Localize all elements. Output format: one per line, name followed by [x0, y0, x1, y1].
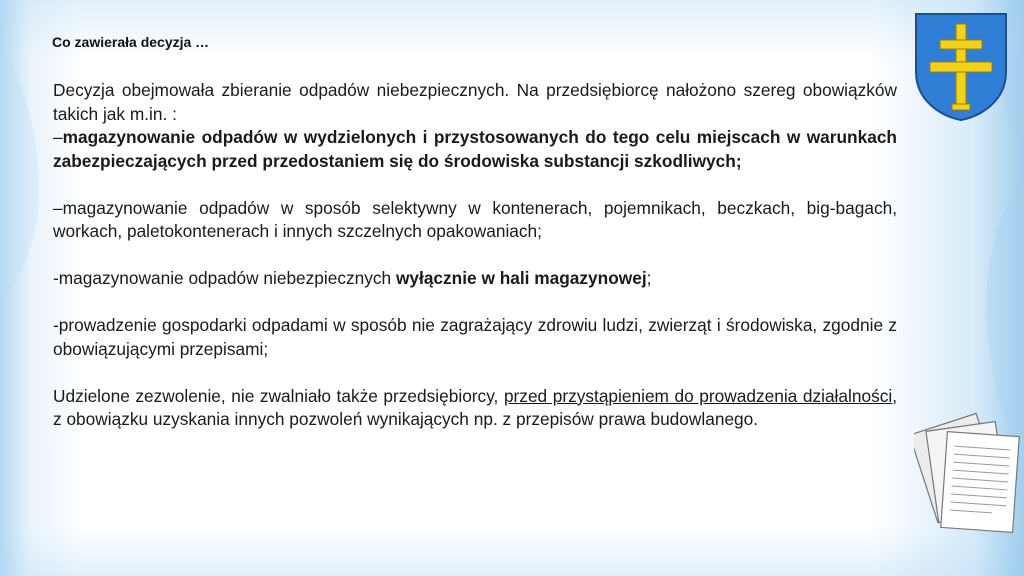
intro-paragraph: Decyzja obejmowała zbieranie odpadów niebezpiecznych. Na przedsiębiorcę nałożono szereg obowiązków takich jak m.in. : [53, 80, 897, 124]
slide-heading: Co zawierała decyzja … [52, 34, 210, 50]
spacer [53, 173, 897, 197]
list-item-hall-storage [53, 267, 897, 291]
documents-stack-icon [914, 400, 1024, 550]
closing-paragraph [53, 385, 897, 432]
spacer [53, 291, 897, 315]
list-item-bold-text: magazynowanie odpadów w wydzielonych i przystosowanych do tego celu miejscach w warunkach zabezpieczających przed przedostaniem się do środowiska substancji szkodliwych; [53, 127, 897, 171]
coat-of-arms-icon [912, 10, 1010, 122]
closing-underlined-text: przed przystąpieniem do prowadzenia działalności, [503, 385, 897, 406]
list-dash: – [53, 127, 63, 147]
closing-text: z obowiązku uzyskania innych pozwoleń wynikających np. z przepisów prawa budowlanego. [53, 409, 759, 429]
spacer [53, 361, 897, 385]
slide-body [53, 79, 897, 432]
list-item-text: -magazynowanie odpadów niebezpiecznych [53, 268, 396, 288]
closing-text: Udzielone zezwolenie, nie zwalniało także przedsiębiorcy, [53, 385, 504, 406]
spacer [53, 244, 897, 268]
list-item-selective-storage: –magazynowanie odpadów w sposób selektywny w kontenerach, pojemnikach, beczkach, big-bagach, workach, paletokontenerach i innych szczelnych opakowaniach; [53, 197, 897, 241]
list-item-bold-text: wyłącznie w hali magazynowej [395, 268, 647, 288]
list-item-storage-designated [53, 126, 897, 173]
list-item-waste-management: -prowadzenie gospodarki odpadami w sposób nie zagrażający zdrowiu ludzi, zwierząt i środowiska, zgodnie z obowiązującymi przepisami; [53, 315, 897, 359]
list-item-text: ; [646, 268, 652, 288]
